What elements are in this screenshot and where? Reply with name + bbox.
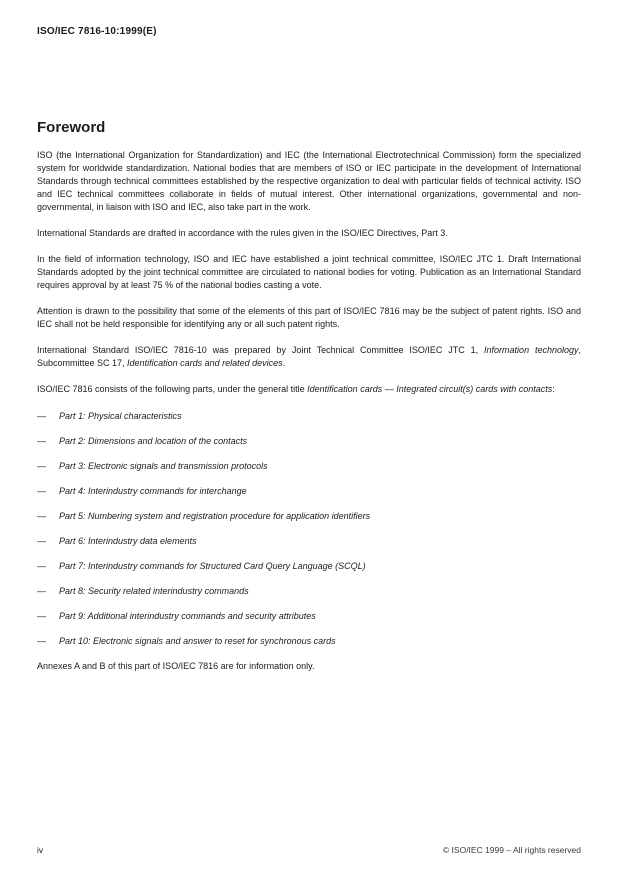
page-number: iv (37, 845, 44, 855)
dash-bullet: — (37, 486, 46, 496)
general-title-italic: Identification cards — Integrated circuit(s) cards with contacts (307, 384, 553, 394)
dash-bullet: — (37, 436, 46, 446)
list-item-part-6 (37, 535, 581, 547)
part-title: Part 4: Interindustry commands for interchange (59, 486, 247, 496)
dash-bullet: — (37, 511, 46, 521)
list-item-part-2 (37, 435, 581, 447)
part-title: Part 10: Electronic signals and answer to reset for synchronous cards (59, 636, 336, 646)
paragraph-parts-intro (37, 383, 581, 396)
list-item-part-7 (37, 560, 581, 572)
list-item-part-5 (37, 510, 581, 522)
part-title: Part 3: Electronic signals and transmission protocols (59, 461, 268, 471)
dash-bullet: — (37, 411, 46, 421)
dash-bullet: — (37, 636, 46, 646)
foreword-title: Foreword (37, 119, 106, 136)
parts-intro-text: : (552, 384, 555, 394)
foreword-body (37, 149, 581, 673)
paragraph-prepared-by (37, 344, 581, 370)
dash-bullet: — (37, 536, 46, 546)
part-title: Part 1: Physical characteristics (59, 411, 182, 421)
paragraph-annexes-note: Annexes A and B of this part of ISO/IEC 7816 are for information only. (37, 661, 315, 671)
parts-intro-text: ISO/IEC 7816 consists of the following parts, under the general title (37, 384, 308, 394)
prepared-by-text: , Subcommittee SC 17, (37, 345, 582, 368)
list-item-part-4 (37, 485, 581, 497)
parts-list (37, 410, 581, 647)
part-title: Part 7: Interindustry commands for Structured Card Query Language (SCQL) (59, 561, 366, 571)
dash-bullet: — (37, 461, 46, 471)
document-footer (37, 845, 581, 855)
paragraph-iso-iec-intro: ISO (the International Organization for Standardization) and IEC (the International Electrotechnical Commission) form the specialized system for worldwide standardization. National bodies that are members of ISO or IEC participate in the development of International Standards through technical committees established by the respective organization to deal with particular fields of technical activity. ISO and IEC technical committees collaborate in fields of mutual interest. Other international organizations, governmental and non-governmental, in liaison with ISO and IEC, also take part in the work. (37, 150, 581, 212)
list-item-part-10 (37, 635, 581, 647)
part-title: Part 2: Dimensions and location of the contacts (59, 436, 248, 446)
paragraph-jtc1: In the field of information technology, ISO and IEC have established a joint technical committee, ISO/IEC JTC 1. Draft International Standards adopted by the joint technical committee are circulated to national bodies for voting. Publication as an International Standard requires approval by at least 75 % of the national bodies casting a vote. (37, 254, 581, 290)
paragraph-directives: International Standards are drafted in accordance with the rules given in the ISO/IEC Directives, Part 3. (37, 228, 448, 238)
copyright-notice: © ISO/IEC 1999 – All rights reserved (442, 845, 581, 855)
paragraph-patent-rights: Attention is drawn to the possibility that some of the elements of this part of ISO/IEC 7816 may be the subject of patent rights. ISO and IEC shall not be held responsible for identifying any or all such patent rights. (37, 306, 581, 329)
part-title: Part 8: Security related interindustry commands (59, 586, 249, 596)
prepared-by-text: International Standard ISO/IEC 7816-10 was prepared by Joint Technical Committee ISO/IEC JTC 1, (37, 345, 485, 355)
dash-bullet: — (37, 561, 46, 571)
list-item-part-8 (37, 585, 581, 597)
prepared-by-text: . (282, 358, 286, 368)
subcommittee-name-italic: Identification cards and related devices (127, 358, 283, 368)
part-title: Part 6: Interindustry data elements (59, 536, 197, 546)
dash-bullet: — (37, 586, 46, 596)
part-title: Part 5: Numbering system and registration procedure for application identifiers (59, 511, 371, 521)
list-item-part-9 (37, 610, 581, 622)
list-item-part-3 (37, 460, 581, 472)
list-item-part-1 (37, 410, 581, 422)
part-title: Part 9: Additional interindustry commands and security attributes (59, 611, 316, 621)
dash-bullet: — (37, 611, 46, 621)
committee-name-italic: Information technology (484, 345, 579, 355)
document-header-reference: ISO/IEC 7816-10:1999(E) (37, 26, 157, 37)
